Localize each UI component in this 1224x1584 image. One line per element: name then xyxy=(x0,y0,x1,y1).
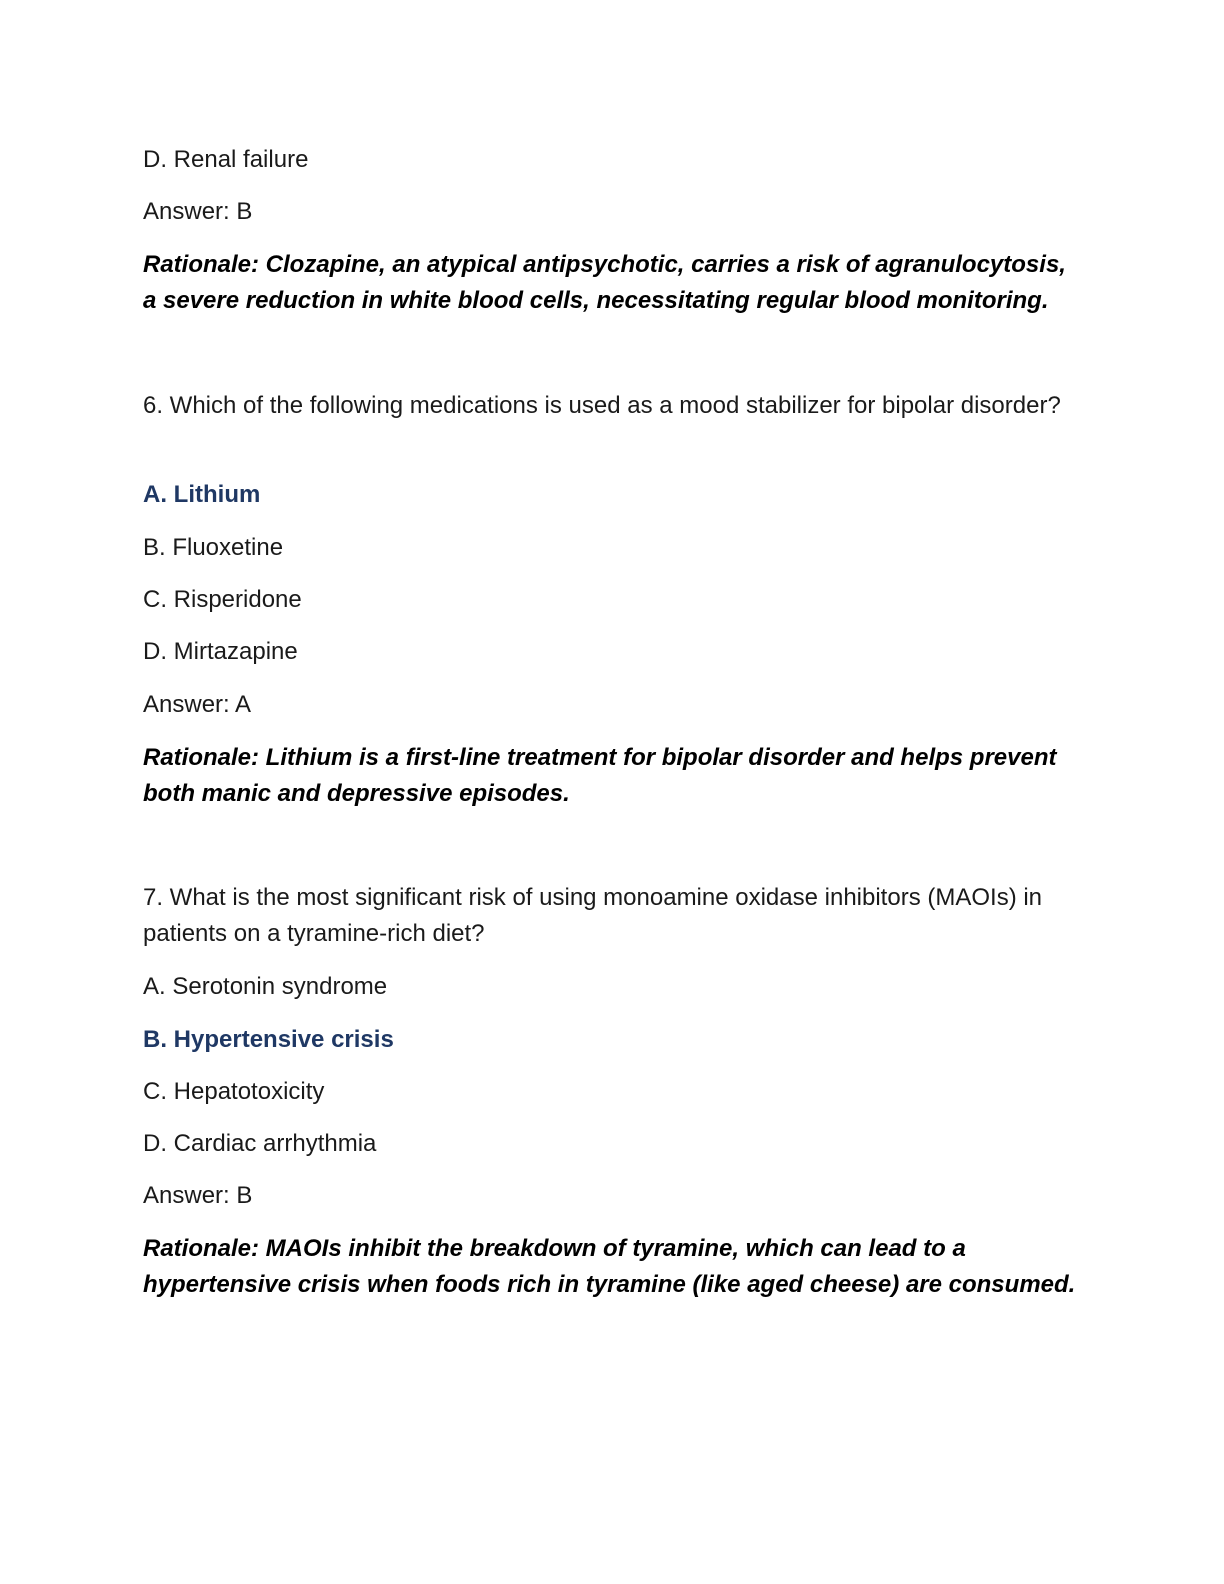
q7-option-b: B. Hypertensive crisis xyxy=(143,1026,394,1053)
q6-option-c: C. Risperidone xyxy=(143,586,302,613)
q6-option-d: D. Mirtazapine xyxy=(143,638,298,665)
q5-rationale: Rationale: Clozapine, an atypical antipsychotic, carries a risk of agranulocytosis, a severe reduction in white blood cells, necessitating regular blood monitoring. xyxy=(143,251,1066,314)
q7-question: 7. What is the most significant risk of using monoamine oxidase inhibitors (MAOIs) in patients on a tyramine-rich diet? xyxy=(143,884,1043,947)
q6-option-a: A. Lithium xyxy=(143,481,261,508)
q7-rationale: Rationale: MAOIs inhibit the breakdown of tyramine, which can lead to a hypertensive crisis when foods rich in tyramine (like aged cheese) are consumed. xyxy=(143,1235,1076,1298)
q6-question: 6. Which of the following medications is used as a mood stabilizer for bipolar disorder? xyxy=(143,392,1061,419)
q7-option-a: A. Serotonin syndrome xyxy=(143,973,388,1000)
q5-answer: Answer: B xyxy=(143,198,253,225)
q6-option-b: B. Fluoxetine xyxy=(143,534,284,561)
q6-answer: Answer: A xyxy=(143,691,252,718)
q5-option-d: D. Renal failure xyxy=(143,146,309,173)
q7-option-c: C. Hepatotoxicity xyxy=(143,1078,325,1105)
q7-answer: Answer: B xyxy=(143,1182,253,1209)
q6-rationale: Rationale: Lithium is a first-line treatment for bipolar disorder and helps prevent both manic and depressive episodes. xyxy=(143,744,1057,807)
q7-option-d: D. Cardiac arrhythmia xyxy=(143,1130,377,1157)
